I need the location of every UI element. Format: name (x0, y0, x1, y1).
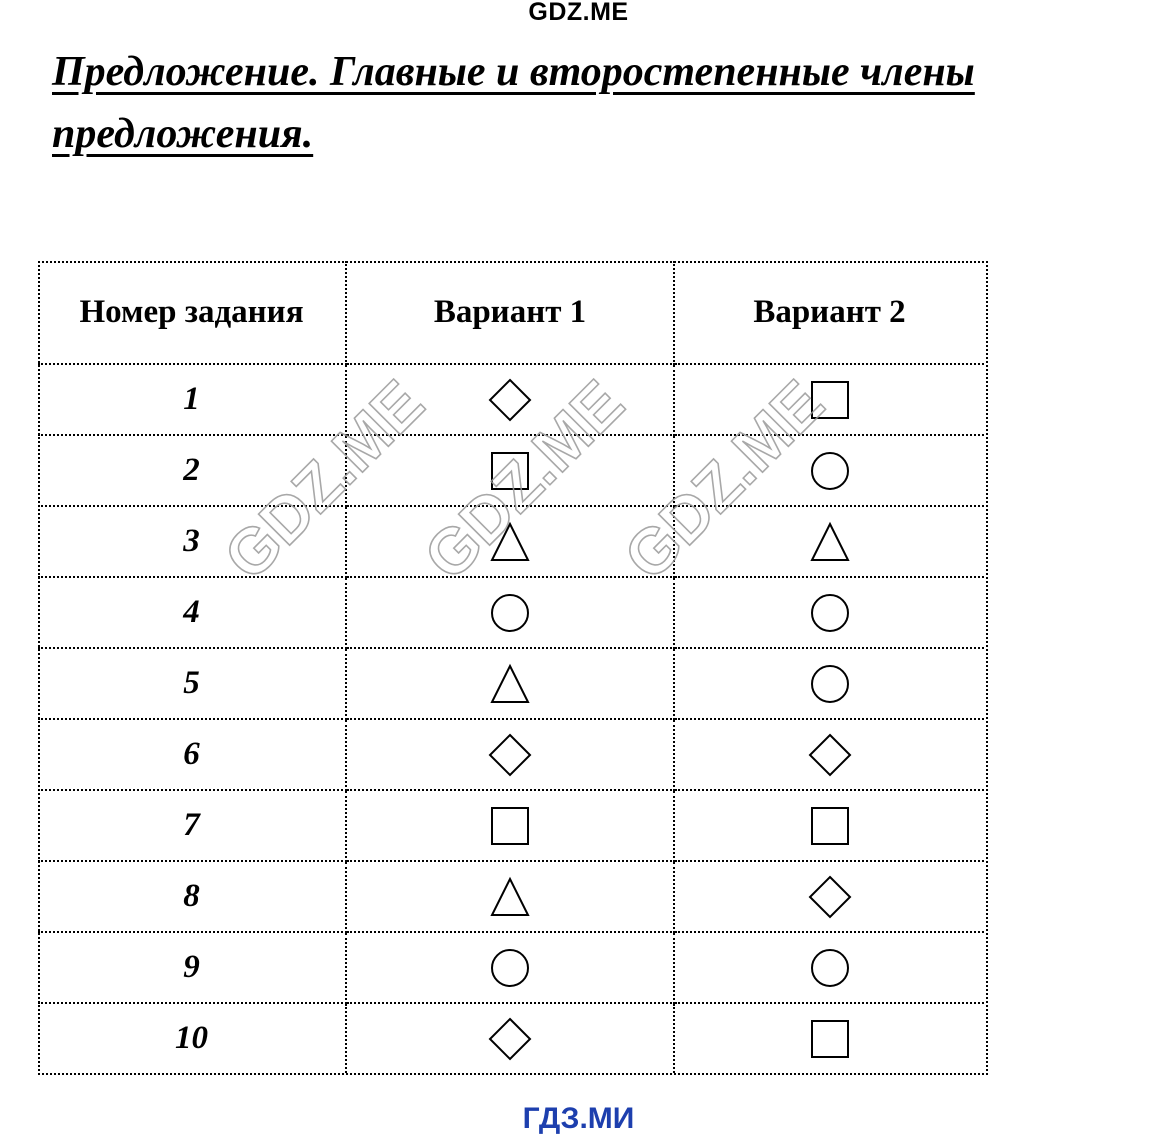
site-logo-top[interactable]: GDZ.ME (528, 0, 629, 26)
watermark: GDZ.ME (610, 366, 838, 594)
task-number: 2 (38, 435, 346, 506)
task-number: 4 (38, 577, 346, 648)
page-title (52, 41, 1132, 165)
task-number: 10 (38, 1003, 346, 1073)
watermark: GDZ.ME (210, 366, 438, 594)
task-number: 6 (38, 719, 346, 790)
watermark: GDZ.ME (410, 366, 638, 594)
header-task-number: Номер задания (38, 261, 346, 364)
table-outer-border (38, 261, 988, 1075)
task-number: 3 (38, 506, 346, 577)
task-number: 8 (38, 861, 346, 932)
header-variant-1: Вариант 1 (346, 261, 674, 364)
task-number: 9 (38, 932, 346, 1003)
task-number: 1 (38, 364, 346, 435)
site-logo-bottom[interactable]: ГДЗ.МИ (522, 1102, 635, 1135)
page-title-text: Предложение. Главные и второстепенные члены предложения. (52, 49, 975, 157)
header-variant-2: Вариант 2 (674, 261, 984, 364)
task-number: 5 (38, 648, 346, 719)
task-number: 7 (38, 790, 346, 861)
